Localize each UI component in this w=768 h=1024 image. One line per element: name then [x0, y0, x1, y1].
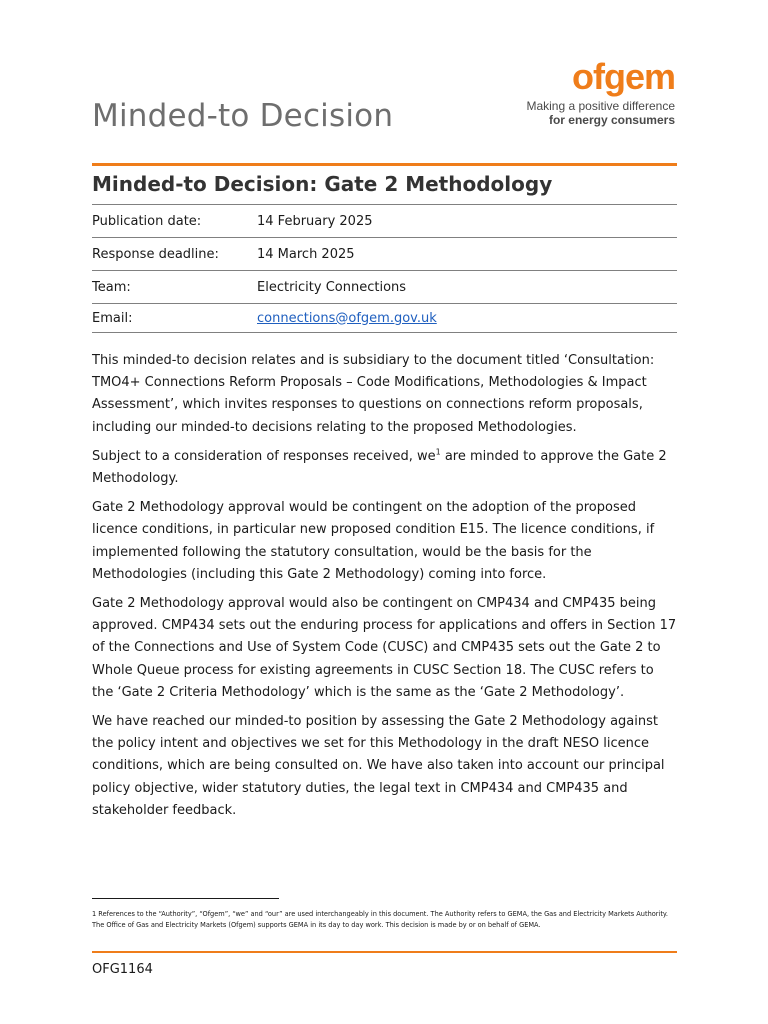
document-meta-table	[92, 204, 677, 333]
meta-row-response-deadline	[92, 237, 677, 270]
document-reference: OFG1164	[92, 962, 153, 977]
document-body	[92, 350, 678, 829]
footnote-reference[interactable]: 1	[435, 447, 441, 457]
meta-value: 14 February 2025	[257, 213, 373, 229]
body-paragraph	[92, 446, 678, 490]
email-link[interactable]: connections@ofgem.gov.uk	[257, 310, 437, 326]
body-paragraph: This minded-to decision relates and is subsidiary to the document titled ‘Consultation: TMO4+ Connections Reform Proposals – Code Modifications, Methodologies & Impact Assessment’, which invites responses to questions on connections reform proposals, including our minded-to decisions relating to the proposed Methodologies.	[92, 353, 655, 435]
page-title: Minded-to Decision	[92, 98, 394, 134]
title-top-divider	[92, 163, 677, 166]
meta-value: Electricity Connections	[257, 279, 407, 295]
body-paragraph: Gate 2 Methodology approval would be contingent on the adoption of the proposed licence conditions, in particular new proposed condition E15. The licence conditions, if implemented following the statutory consultation, would be the basis for the Methodologies (including this Gate 2 Methodology) coming into force.	[92, 500, 655, 582]
meta-row-team	[92, 270, 677, 303]
meta-value: 14 March 2025	[257, 246, 355, 262]
meta-value	[257, 311, 677, 326]
footnote-separator	[92, 898, 279, 899]
logo-wordmark: ofgem	[572, 56, 675, 97]
meta-row-email	[92, 303, 677, 333]
meta-label: Publication date:	[92, 213, 202, 229]
meta-label: Team:	[92, 279, 131, 295]
meta-label: Response deadline:	[92, 246, 219, 262]
meta-label: Email:	[92, 310, 133, 326]
paragraph-text: are minded to approve the Gate 2 Methodology.	[92, 448, 667, 487]
logo-tagline-line1: Making a positive difference	[526, 99, 675, 113]
ofgem-logo	[525, 58, 675, 127]
document-title: Minded-to Decision: Gate 2 Methodology	[92, 172, 553, 196]
footnote: 1 References to the “Authority”, “Ofgem”, “we” and “our” are used interchangeably in this document. The Authority refers to GEMA, the Gas and Electricity Markets Authority. The Office of Gas and Electricity Markets (Ofgem) supports GEMA in its day to day work. This decision is made by or on behalf of GEMA.	[92, 910, 668, 929]
footer-divider	[92, 951, 677, 953]
body-paragraph: Gate 2 Methodology approval would also be contingent on CMP434 and CMP435 being approved. CMP434 sets out the enduring process for applications and offers in Section 17 of the Connections and Use of System Code (CUSC) and CMP435 sets out the Gate 2 to Whole Queue process for existing agreements in CUSC Section 18. The CUSC refers to the ‘Gate 2 Criteria Methodology’ which is the same as the ‘Gate 2 Methodology’.	[92, 596, 677, 700]
logo-tagline-line2: for energy consumers	[548, 113, 675, 127]
meta-row-publication-date	[92, 204, 677, 237]
body-paragraph: We have reached our minded-to position by assessing the Gate 2 Methodology against the policy intent and objectives we set for this Methodology in the draft NESO licence conditions, which are being consulted on. We have also taken into account our principal policy objective, wider statutory duties, the legal text in CMP434 and CMP435 and stakeholder feedback.	[92, 714, 665, 818]
paragraph-text: Subject to a consideration of responses received, we	[92, 448, 436, 464]
